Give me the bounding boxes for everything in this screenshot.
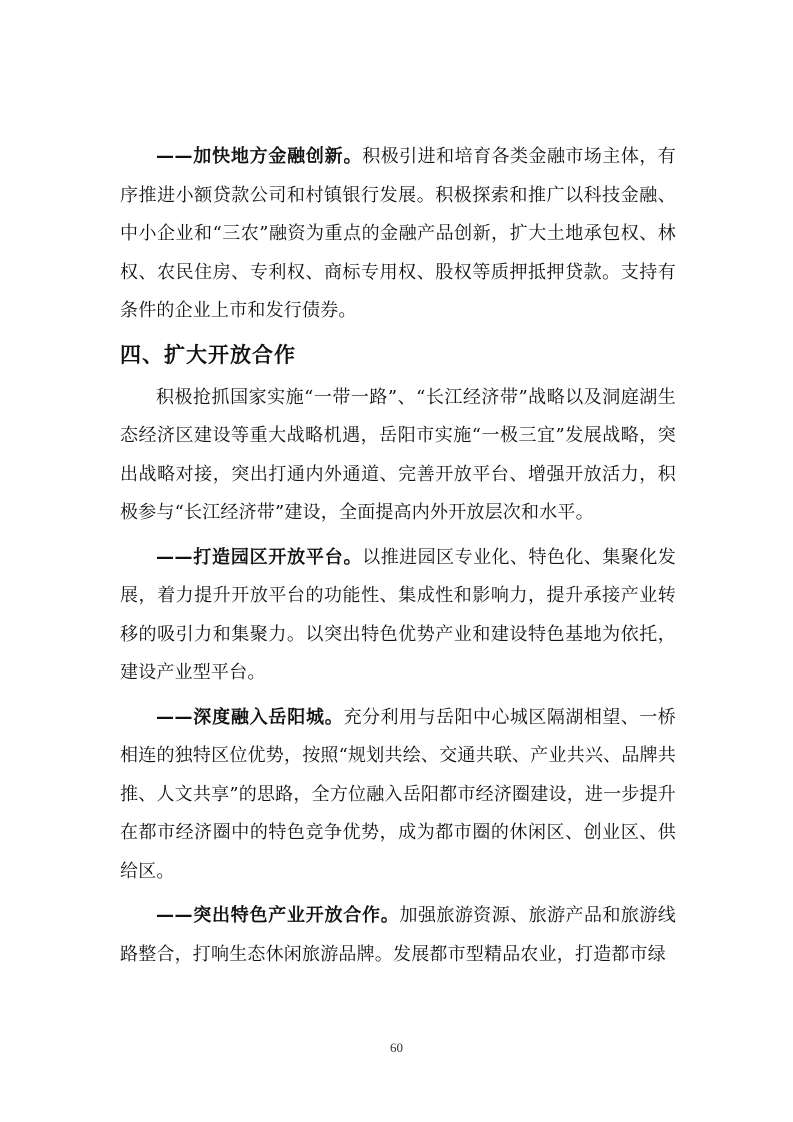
document-page [120,138,676,974]
paragraph-lead: ——打造园区开放平台。 [156,546,363,568]
paragraph-text: 积极引进和培育各类金融市场主体，有序推进小额贷款公司和村镇银行发展。积极探索和推广以科技金融、中小企业和“三农”融资为重点的金融产品创新，扩大土地承包权、林权、农民住房、专利权、商标专用权、股权等质押抵押贷款。支持有条件的企业上市和发行债券。 [120,146,676,321]
section-heading: 四、扩大开放合作 [120,342,296,367]
page-number: 60 [390,1040,403,1055]
paragraph-integrate-yueyang [120,699,676,892]
paragraph-text: 积极抢抓国家实施“一带一路”、“长江经济带”战略以及洞庭湖生态经济区建设等重大战略机遇，岳阳市实施“一极三宜”发展战略，突出战略对接，突出打通内外通道、完善开放平台、增强开放活力，积极参与“长江经济带”建设，全面提高内外开放层次和水平。 [120,386,676,523]
paragraph-industry-cooperation [120,897,676,974]
paragraph-text: 加强旅游资源、旅游产品和旅游线路整合，打响生态休闲旅游品牌。发展都市型精品农业，打造都市绿 [120,905,676,965]
paragraph-open-cooperation-intro [120,379,676,533]
paragraph-lead: ——加快地方金融创新。 [156,146,363,167]
paragraph-park-platform [120,539,676,693]
paragraph-lead: ——深度融入岳阳城。 [156,706,344,728]
paragraph-finance-innovation [120,138,676,331]
paragraph-lead: ——突出特色产业开放合作。 [156,905,400,926]
paragraph-text: 充分利用与岳阳中心城区隔湖相望、一桥相连的独特区位优势，按照“规划共绘、交通共联、产业共兴、品牌共推、人文共享”的思路，全方位融入岳阳都市经济圈建设，进一步提升在都市经济圈中的特色竞争优势，成为都市圈的休闲区、创业区、供给区。 [120,706,676,882]
paragraph-text: 以推进园区专业化、特色化、集聚化发展，着力提升开放平台的功能性、集成性和影响力，提升承接产业转移的吸引力和集聚力。以突出特色优势产业和建设特色基地为依托，建设产业型平台。 [120,546,676,683]
